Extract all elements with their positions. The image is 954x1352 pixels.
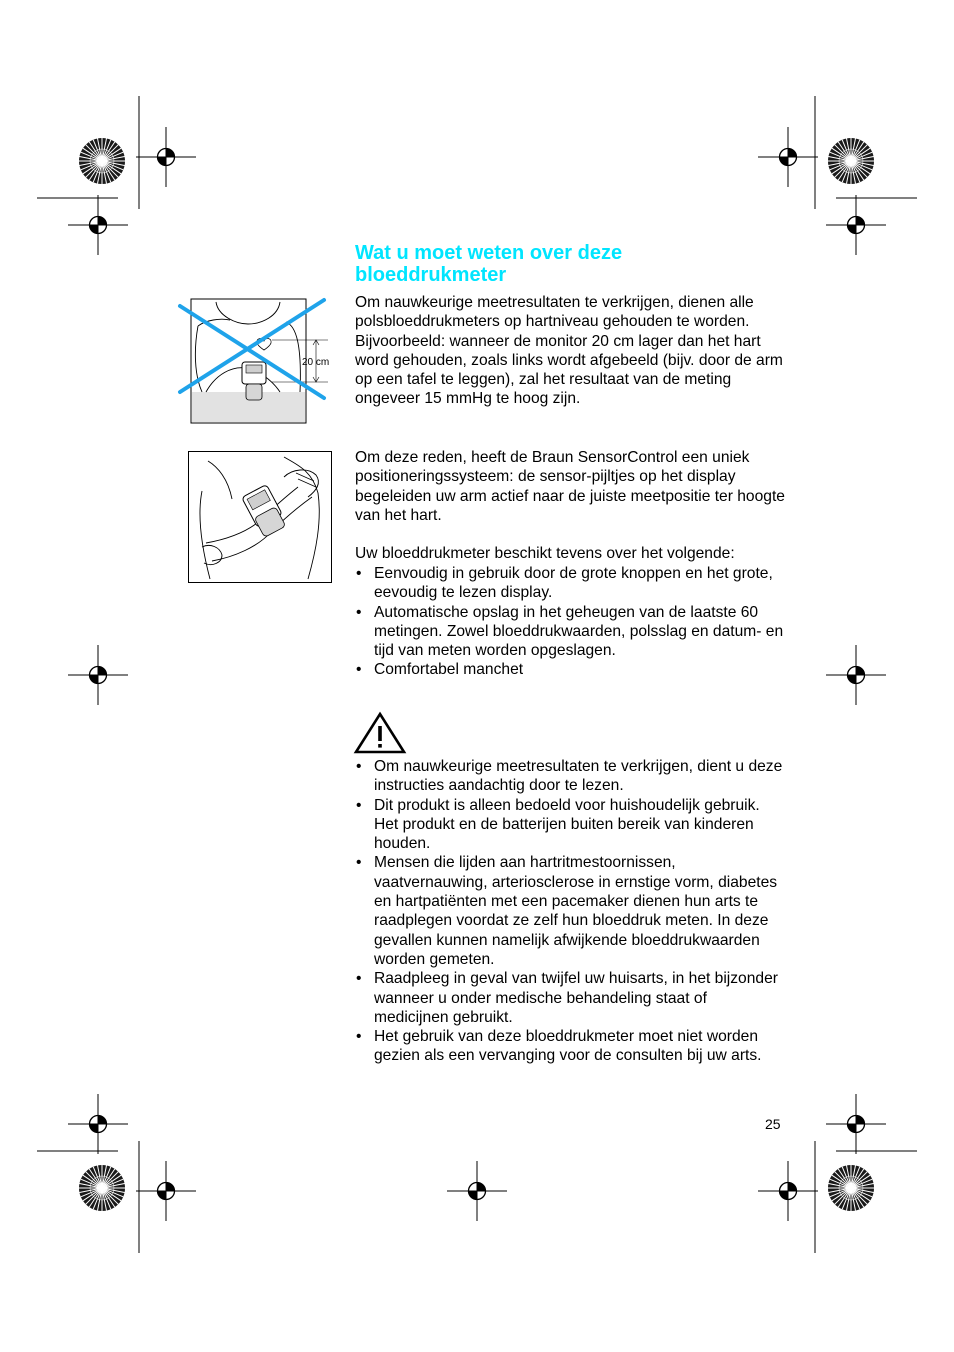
list-item: • Eenvoudig in gebruik door de grote knoppen en het grote, eevoudig te lezen display. [355,564,785,603]
star-target-icon [828,138,874,184]
list-item: • Automatische opslag in het geheugen van de laatste 60 metingen. Zowel bloeddrukwaarden, polsslag en datum- en tijd van meten worden opgeslagen. [355,603,785,661]
features-list [355,564,785,680]
list-item: • Om nauwkeurige meetresultaten te verkrijgen, dient u deze instructies aandachtig door te lezen. [355,757,785,796]
list-item: • Comfortabel manchet [355,660,785,679]
features-intro: Uw bloeddrukmeter beschikt tevens over het volgende: [355,545,735,562]
sensorcontrol-paragraph: Om deze reden, heeft de Braun SensorControl een uniek positioneringssysteem: de sensor-pijltjes op het display begeleiden uw arm actief naar de juiste meetpositie ter hoogte van het hart. [355,449,785,524]
figure-measurement-label: 20 cm [302,357,330,368]
intro-paragraph: Om nauwkeurige meetresultaten te verkrijgen, dienen alle polsbloeddrukmeters op hartniveau gehouden te worden. Bijvoorbeeld: wanneer de monitor 20 cm lager dan het hart word gehouden, zoals links wordt afgebeeld (bijv. door de arm op een tafel te leggen), zal het resultaat van de meting ongeveer 15 mmHg te hoog zijn. [355,294,783,408]
star-target-icon [79,1165,125,1211]
warnings-list [355,757,785,1066]
list-item: • Mensen die lijden aan hartritmestoornissen, vaatvernauwing, arteriosclerose in ernstige vorm, diabetes en hartpatiënten met een pacemaker dienen hun arts te raadplegen voordat ze zelf hun bloeddruk meten. In deze gevallen kunnen namelijk afwijkende bloeddrukwaarden worden gemeten. [355,853,785,969]
page-number: 25 [765,1116,781,1132]
figure-correct-position [188,451,332,583]
star-target-icon [79,138,125,184]
list-item: • Het gebruik van deze bloeddrukmeter moet niet worden gezien als een vervanging voor de consulten bij uw arts. [355,1027,785,1066]
warning-triangle-icon [353,711,407,755]
list-item: • Raadpleeg in geval van twijfel uw huisarts, in het bijzonder wanneer u onder medische behandeling staat of medicijnen gebruikt. [355,969,785,1027]
list-item: • Dit produkt is alleen bedoeld voor huishoudelijk gebruik. Het produkt en de batterijen buiten bereik van kinderen houden. [355,796,785,854]
star-target-icon [828,1165,874,1211]
section-heading: Wat u moet weten over deze bloeddrukmeter [355,242,623,286]
figure-incorrect-position [176,296,336,426]
